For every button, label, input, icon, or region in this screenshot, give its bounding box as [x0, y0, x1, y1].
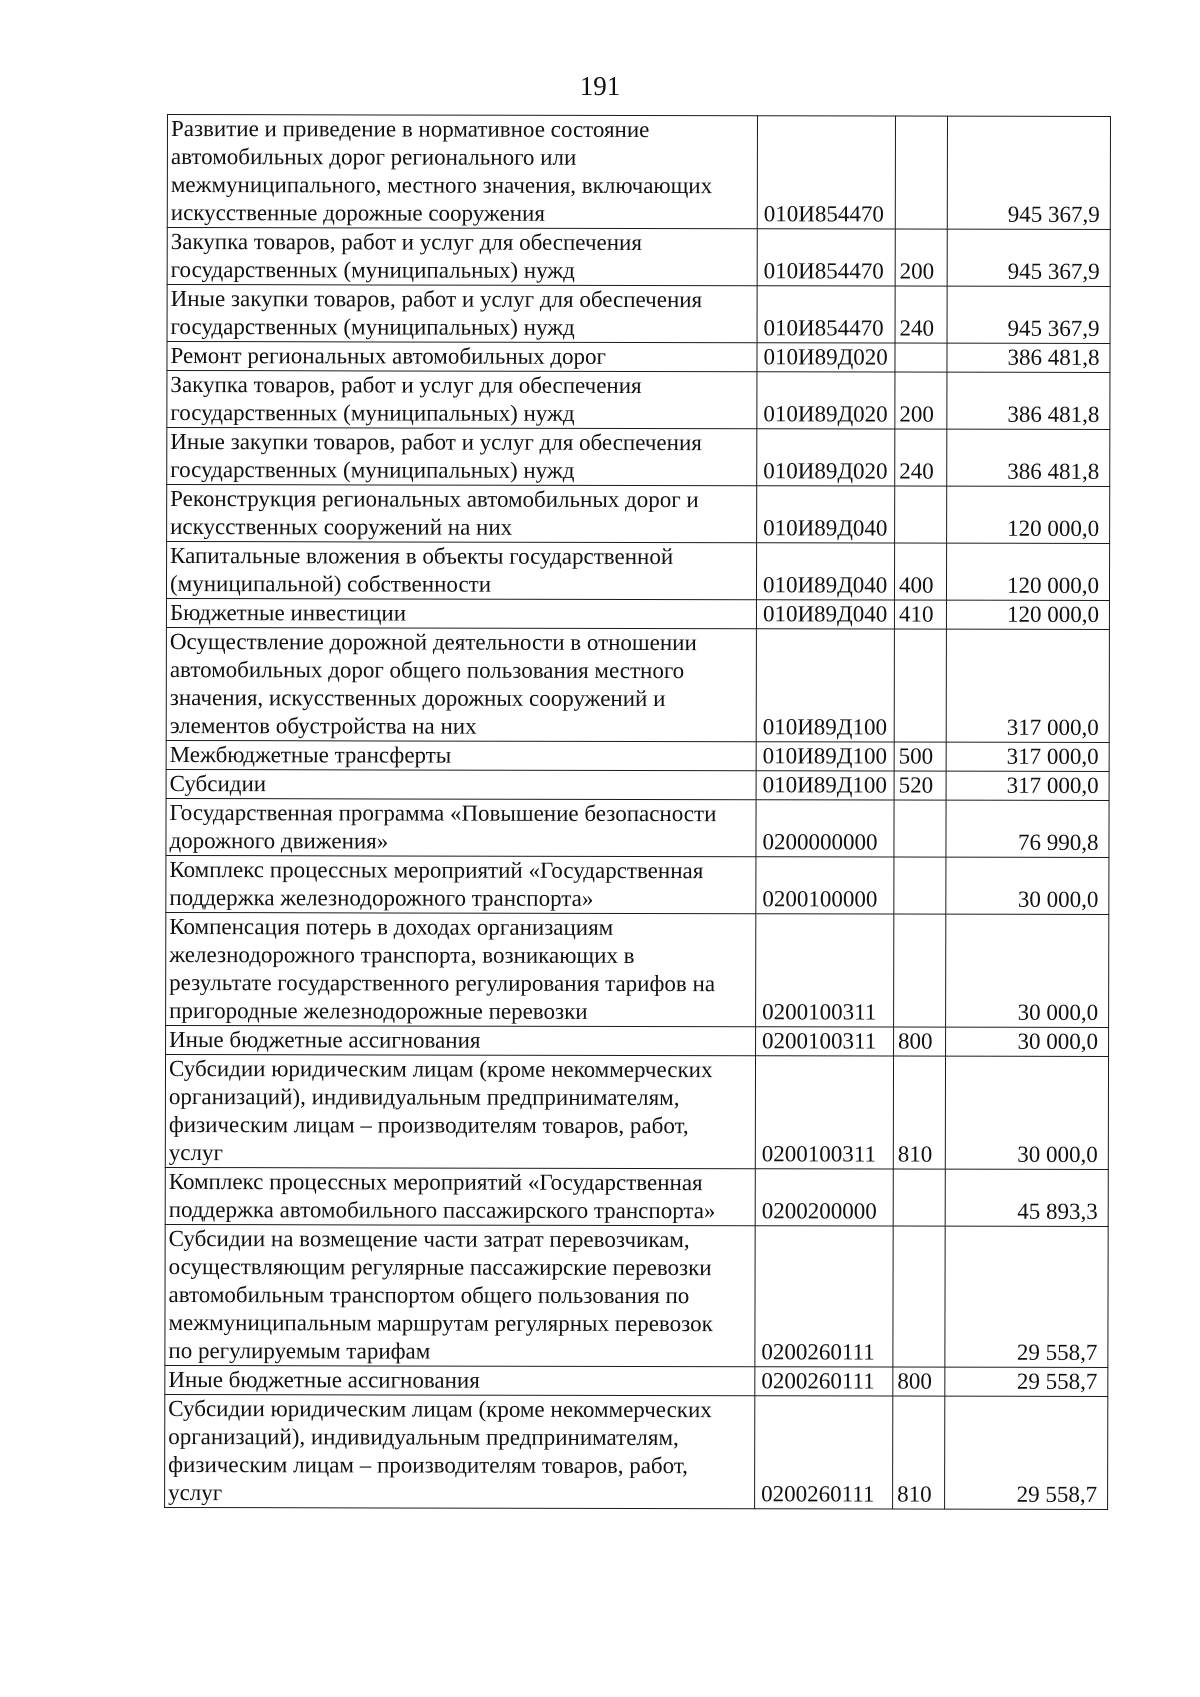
- row-amount-cell: 945 367,9: [947, 229, 1110, 286]
- table-row: [165, 1054, 1108, 1169]
- table-row: [167, 428, 1110, 487]
- row-name-cell: Субсидии: [166, 769, 756, 799]
- row-type-cell: 200: [895, 229, 947, 286]
- row-amount-cell: 30 000,0: [946, 914, 1109, 1027]
- row-type-cell: [895, 343, 947, 372]
- row-name-cell: Компенсация потерь в доходах организациям железнодорожного транспорта, возникающих в результате государственного регулирования тарифов на пригородные железнодорожные перевозки: [166, 912, 756, 1026]
- row-amount-cell: 120 000,0: [946, 543, 1109, 600]
- row-code-cell: 010И854470: [757, 229, 895, 286]
- row-code-cell: 010И854470: [757, 116, 895, 229]
- table-row: [166, 912, 1109, 1027]
- row-amount-cell: 76 990,8: [946, 800, 1109, 857]
- row-name-cell: Иные закупки товаров, работ и услуг для обеспечения государственных (муниципальных) нужд: [167, 285, 757, 343]
- row-type-cell: 240: [895, 429, 947, 486]
- row-type-cell: 240: [895, 286, 947, 343]
- row-name-cell: Комплекс процессных мероприятий «Государственная поддержка железнодорожного транспорта»: [166, 855, 756, 913]
- row-code-cell: 0200200000: [755, 1169, 893, 1226]
- row-type-cell: 810: [893, 1056, 945, 1169]
- row-code-cell: 010И89Д100: [756, 629, 894, 742]
- row-name-cell: Закупка товаров, работ и услуг для обеспечения государственных (муниципальных) нужд: [167, 371, 757, 429]
- table-row: [165, 1167, 1108, 1226]
- table-row: [166, 740, 1109, 771]
- row-name-cell: Бюджетные инвестиции: [166, 599, 756, 629]
- row-type-cell: [894, 857, 946, 914]
- row-code-cell: 010И89Д020: [757, 429, 895, 486]
- row-code-cell: 0200100311: [756, 914, 894, 1027]
- row-code-cell: 010И89Д020: [757, 372, 895, 429]
- row-type-cell: 500: [894, 742, 946, 771]
- row-amount-cell: 29 558,7: [945, 1226, 1108, 1367]
- row-name-cell: Субсидии юридическим лицам (кроме некоммерческих организаций), индивидуальным предпринимателям, физическим лицам – производителям товаров, работ, услуг: [165, 1394, 755, 1508]
- row-amount-cell: 945 367,9: [947, 116, 1110, 229]
- table-row: [167, 342, 1110, 373]
- row-code-cell: 0200260111: [755, 1396, 893, 1509]
- table-row: [166, 627, 1109, 742]
- budget-table: [164, 114, 1111, 1510]
- row-code-cell: 0200100000: [756, 857, 894, 914]
- table-row: [165, 1224, 1108, 1367]
- table-row: [167, 285, 1110, 344]
- row-amount-cell: 120 000,0: [946, 600, 1109, 629]
- row-type-cell: [894, 629, 946, 742]
- row-name-cell: Развитие и приведение в нормативное состояние автомобильных дорог регионального или межмуниципального, местного значения, включающих искусственные дорожные сооружения: [167, 115, 757, 229]
- row-amount-cell: 386 481,8: [947, 372, 1110, 429]
- table-row: [167, 228, 1110, 287]
- table-row: [166, 1025, 1109, 1056]
- row-code-cell: 0200260111: [755, 1226, 893, 1367]
- row-type-cell: [894, 914, 946, 1027]
- table-row: [167, 371, 1110, 430]
- row-name-cell: Субсидии юридическим лицам (кроме некоммерческих организаций), индивидуальным предпринимателям, физическим лицам – производителям товаров, работ, услуг: [165, 1054, 755, 1168]
- row-amount-cell: 317 000,0: [946, 629, 1109, 742]
- table-row: [167, 485, 1110, 544]
- row-amount-cell: 120 000,0: [947, 486, 1110, 543]
- row-amount-cell: 30 000,0: [946, 1027, 1109, 1056]
- row-type-cell: 800: [893, 1367, 945, 1396]
- row-code-cell: 0200000000: [756, 800, 894, 857]
- row-name-cell: Реконструкция региональных автомобильных дорог и искусственных сооружений на них: [167, 485, 757, 543]
- row-type-cell: [895, 116, 947, 229]
- table-row: [166, 599, 1109, 630]
- table-row: [166, 542, 1109, 601]
- row-name-cell: Капитальные вложения в объекты государственной (муниципальной) собственности: [166, 542, 756, 600]
- row-amount-cell: 317 000,0: [946, 742, 1109, 771]
- table-row: [166, 769, 1109, 800]
- row-type-cell: [894, 800, 946, 857]
- row-code-cell: 010И89Д040: [756, 600, 894, 629]
- row-amount-cell: 29 558,7: [945, 1367, 1108, 1396]
- row-type-cell: 810: [893, 1396, 945, 1509]
- row-name-cell: Государственная программа «Повышение безопасности дорожного движения»: [166, 798, 756, 856]
- row-type-cell: [893, 1169, 945, 1226]
- row-code-cell: 010И89Д100: [756, 771, 894, 800]
- row-type-cell: 520: [894, 771, 946, 800]
- row-name-cell: Комплекс процессных мероприятий «Государственная поддержка автомобильного пассажирского транспорта»: [165, 1167, 755, 1225]
- row-type-cell: 200: [895, 372, 947, 429]
- table-row: [165, 1394, 1108, 1509]
- row-code-cell: 010И854470: [757, 286, 895, 343]
- row-code-cell: 010И89Д100: [756, 742, 894, 771]
- row-code-cell: 0200260111: [755, 1367, 893, 1396]
- row-code-cell: 010И89Д020: [757, 343, 895, 372]
- row-type-cell: [893, 1226, 945, 1367]
- row-type-cell: 800: [894, 1027, 946, 1056]
- table-row: [166, 798, 1109, 857]
- row-name-cell: Иные бюджетные ассигнования: [165, 1365, 755, 1395]
- row-amount-cell: 45 893,3: [945, 1169, 1108, 1226]
- row-code-cell: 0200100311: [755, 1056, 893, 1169]
- table-row: [167, 115, 1110, 230]
- row-code-cell: 010И89Д040: [757, 486, 895, 543]
- row-amount-cell: 30 000,0: [945, 1056, 1108, 1169]
- row-code-cell: 010И89Д040: [756, 543, 894, 600]
- row-type-cell: [895, 486, 947, 543]
- row-amount-cell: 317 000,0: [946, 771, 1109, 800]
- row-name-cell: Закупка товаров, работ и услуг для обеспечения государственных (муниципальных) нужд: [167, 228, 757, 286]
- row-amount-cell: 386 481,8: [947, 343, 1110, 372]
- row-name-cell: Межбюджетные трансферты: [166, 740, 756, 770]
- row-name-cell: Осуществление дорожной деятельности в отношении автомобильных дорог общего пользования местного значения, искусственных дорожных сооружений и элементов обустройства на них: [166, 627, 756, 741]
- row-name-cell: Ремонт региональных автомобильных дорог: [167, 342, 757, 372]
- table-row: [165, 1365, 1108, 1396]
- row-type-cell: 400: [894, 543, 946, 600]
- table-body: [165, 115, 1111, 1510]
- row-amount-cell: 30 000,0: [946, 857, 1109, 914]
- row-name-cell: Субсидии на возмещение части затрат перевозчикам, осуществляющим регулярные пассажирские перевозки автомобильным транспортом общего пользования по межмуниципальным маршрутам регулярных перевозок по регулируемым тарифам: [165, 1224, 755, 1366]
- row-name-cell: Иные бюджетные ассигнования: [166, 1025, 756, 1055]
- row-name-cell: Иные закупки товаров, работ и услуг для обеспечения государственных (муниципальных) нужд: [167, 428, 757, 486]
- row-amount-cell: 29 558,7: [945, 1396, 1108, 1509]
- table-row: [166, 855, 1109, 914]
- row-type-cell: 410: [894, 600, 946, 629]
- row-amount-cell: 945 367,9: [947, 286, 1110, 343]
- row-amount-cell: 386 481,8: [947, 429, 1110, 486]
- row-code-cell: 0200100311: [756, 1027, 894, 1056]
- page-number: 191: [579, 71, 621, 101]
